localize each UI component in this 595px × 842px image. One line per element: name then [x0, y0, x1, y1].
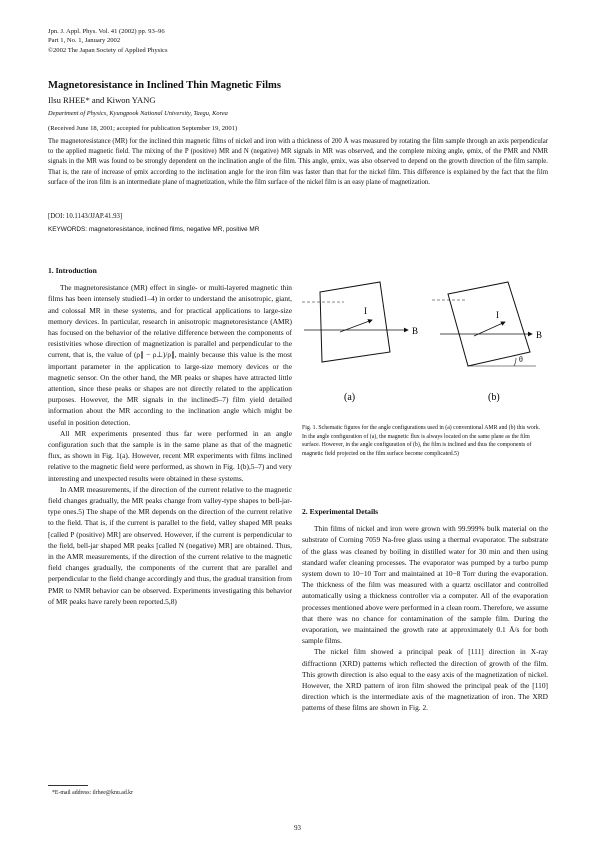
current-label-a: I [364, 306, 367, 316]
field-label-a: B [412, 326, 419, 336]
copyright-line: ©2002 The Japan Society of Applied Physics [48, 46, 168, 54]
figure-1b-panel [432, 282, 542, 403]
journal-citation: Jpn. J. Appl. Phys. Vol. 41 (2002) pp. 93–96 [48, 28, 165, 35]
intro-paragraph-2: All MR experiments presented thus far were performed in an angle configuration such that the sample is in the same plane as that of the magnetic flux, as shown in Fig. 1(a). However, recent MR experiments with films inclined relative to the magnetic field were performed, as shown in Fig. 1(b),5–7) and very interesting and unexpected results were obtained in these systems. [48, 428, 292, 483]
intro-paragraph-1: The magnetoresistance (MR) effect in single- or multi-layered magnetic thin films has been intensely studied1–4) in order to understand the anisotropic, giant, and colossal MR in these systems, and for practical applications to large-size memory devices. In particular, research in anisotropic magnetoresistance (AMR) has focused on the behavior of the relative difference between the components of resistivities whose direction of magnetization is parallel and perpendicular to the current, that is, the value of (ρ∥ − ρ⊥)/ρ∥, mainly because this value is the most important parameter in the application to large-size memory devices or the magnetic sensor. On the other hand, the MR peaks or shapes have attracted little attention, since these peaks or shapes are not directly related to the application purposes. However, the MR signals in the inclined5–7) film yield detailed information about the MR according to the inclination angle which might be useful in position detection. [48, 283, 292, 427]
film-plane-b [448, 282, 530, 366]
received-dates: (Received June 18, 2001; accepted for publication September 19, 2001) [48, 125, 238, 132]
left-column [48, 265, 292, 607]
section-1-heading: 1. Introduction [48, 266, 97, 275]
journal-part: Part 1, No. 1, January 2002 [48, 37, 121, 45]
author-line: Ilsu RHEE* and Kiwon YANG [48, 95, 156, 105]
angle-label-b: θ [519, 355, 523, 364]
figure-1a-panel [302, 282, 418, 403]
footnote-email: *E-mail address: ilrhee@knu.ad.kr [52, 790, 133, 796]
figure-1-diagram [300, 280, 550, 410]
panel-label-b: (b) [488, 392, 500, 403]
current-label-b: I [496, 310, 499, 320]
doi-link[interactable]: [DOI: 10.1143/JJAP.41.93] [48, 213, 123, 220]
panel-label-a: (a) [344, 392, 356, 403]
right-column [302, 506, 548, 714]
intro-paragraph-3: In AMR measurements, if the direction of the current relative to the magnetic field changes gradually, the MR peaks change from valley-type shapes to bell-jar-type ones.5) The shape of the MR depends on the direction of the current relative to the field. That is, if the current is parallel to the field, valley shaped MR peaks [called P (positive) MR] are observed. However, if the current is perpendicular to the field, bell-jar shaped MR peaks [called N (negative) MR] are obtained. Thus, in the AMR measurements, if the direction of the current relative to the magnetic field changes gradually, the components of the current that are parallel and perpendicular to the field change accordingly and thus, the gradual transition from PMR to NMR behavior can be observed. Experiments investigating this behavior of MR peaks have rarely been reported.5,8) [48, 484, 292, 606]
abstract: The magnetoresistance (MR) for the inclined thin magnetic films of nickel and iron with a thickness of 200 Å was measured by rotating the film sample through an axis perpendicular to the applied magnetic field. The mixing of the P (positive) MR and N (negative) MR signals in MR was observed, and the complete mixing angle, φmix, of the PMR and NMR signals in the MR was found to be strongly dependent on the inclination angle of the film. This angle, φmix, was also observed to depend on the growth direction of the film sample. That is, the rate of increase of φmix according to the inclination angle for the iron film was faster than that for the nickel film. This difference is explained by the fact that the film surface of the iron film is an intermediate plane of magnetization, while the film surface of the nickel film is an easy plane of magnetization. [48, 138, 548, 186]
experimental-paragraph-1: Thin films of nickel and iron were grown with 99.999% bulk material on the substrate of Corning 7059 Na-free glass using a thermal evaporator. The substrate of the glass was cleaned by boiling in distilled water for 30 min and then using standard wafer cleaning processes. The evaporator was pumped by a turbo pump system down to 10−10 Torr and maintained at 10−8 Torr during the evaporation. The thickness of the film was measured with a quartz oscillator and controlled automatically using a thickness controller via a computer. All of the evaporation processes mentioned above were performed in a clean room. Therefore, we assume that there was no chance for contamination of the sample film. During the evaporation, we maintained the growth rate at approximately 0.1 Å/s for both sample films. [302, 524, 548, 646]
journal-header [48, 27, 168, 55]
page-number: 93 [294, 825, 301, 832]
experimental-paragraph-2: The nickel film showed a principal peak of [111] direction in X-ray diffractionn (XRD) patterns which reflected the direction of growth of the film. This growth direction is also equal to the easy axis of the magnetization of nickel. However, the XRD pattern of iron film showed the principal peak of the [110] direction which is the intermediate axis of the magnetization of iron. The XRD patterns of these films are shown in Fig. 2. [302, 647, 548, 713]
figure-1-caption: Fig. 1. Schematic figures for the angle configurations used in (a) conventional AMR and (b) this work. In the angle configuration of (a), the magnetic flux is always located on the same plane as the film surface. However, in the angle configuration of (b), the film is inclined and thus the components of magnetic field projected on the film surface become complicated.5) [302, 425, 541, 457]
film-plane-a [320, 282, 390, 362]
field-label-b: B [536, 330, 543, 340]
keywords: KEYWORDS: magnetoresistance, inclined films, negative MR, positive MR [48, 226, 260, 233]
footnote-rule [48, 785, 88, 786]
paper-title: Magnetoresistance in Inclined Thin Magnetic Films [48, 80, 281, 91]
angle-arc-b [514, 358, 516, 366]
affiliation: Department of Physics, Kyungpook National University, Taegu, Korea [48, 110, 228, 117]
section-2-heading: 2. Experimental Details [302, 507, 379, 516]
